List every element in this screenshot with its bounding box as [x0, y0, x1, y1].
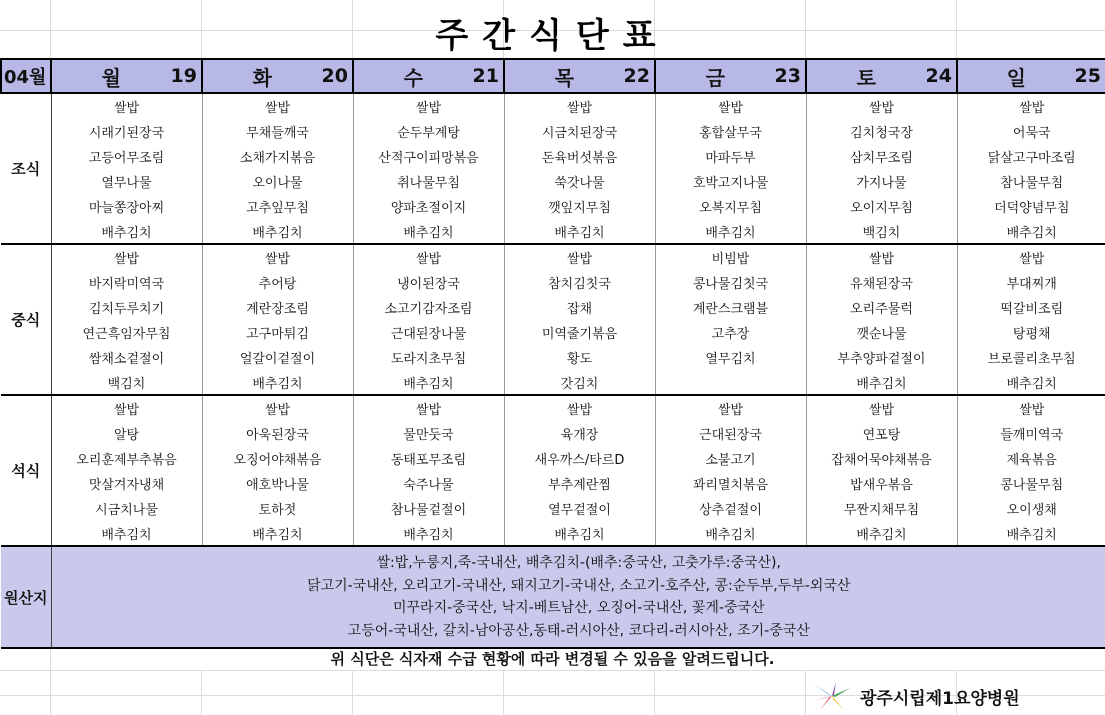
day-name: 금	[705, 65, 725, 90]
menu-item: 쌀밥	[353, 395, 504, 421]
day-date: 22	[623, 65, 650, 87]
menu-item: 알탕	[51, 421, 202, 446]
menu-item: 추어탕	[202, 270, 353, 295]
menu-row	[1, 370, 1105, 395]
menu-item: 무채들깨국	[202, 119, 353, 144]
menu-item: 바지락미역국	[51, 270, 202, 295]
menu-item: 부대찌개	[1006, 277, 1057, 292]
menu-item: 배추김치	[353, 521, 504, 546]
menu-item: 꽈리멸치볶음	[655, 471, 806, 496]
menu-item: 쌀밥	[1019, 101, 1045, 116]
menu-item: 쌀밥	[655, 395, 806, 421]
menu-row	[1, 345, 1105, 370]
origin-line: 닭고기-국내산, 오리고기-국내산, 돼지고기-국내산, 소고기-호주산, 콩:순두부,두부-외국산	[307, 577, 851, 594]
menu-row	[1, 395, 1105, 421]
menu-item: 배추김치	[957, 370, 1105, 395]
menu-item: 근대된장나물	[353, 320, 504, 345]
menu-item: 쌀밥	[51, 395, 202, 421]
menu-item: 쌀밥	[202, 244, 353, 270]
menu-row	[1, 194, 1105, 219]
menu-item: 쌀밥	[806, 244, 957, 270]
menu-item: 제육볶음	[1006, 453, 1057, 468]
day-header	[957, 59, 1105, 93]
menu-item: 쌀밥	[504, 93, 655, 119]
menu-item: 김치두루치기	[51, 295, 202, 320]
month-label: 04월	[1, 59, 51, 93]
menu-row	[1, 119, 1105, 144]
menu-item: 부추계란찜	[504, 471, 655, 496]
change-notice: 위 식단은 식자재 수급 현황에 따라 변경될 수 있음을 알려드립니다.	[330, 650, 775, 668]
page-title: 주간식단표	[435, 16, 670, 56]
menu-item: 오이나물	[202, 169, 353, 194]
day-date: 20	[321, 65, 348, 87]
menu-item: 배추김치	[51, 521, 202, 546]
menu-item: 오징어야채볶음	[202, 446, 353, 471]
menu-item: 떡갈비조림	[1000, 302, 1064, 317]
menu-row	[1, 169, 1105, 194]
menu-row	[1, 295, 1105, 320]
menu-item: 애호박나물	[202, 471, 353, 496]
day-name: 월	[101, 65, 121, 90]
menu-item: 김치청국장	[806, 119, 957, 144]
meal-label: 조식	[1, 93, 51, 244]
origin-line: 쌀:밥,누룽지,죽-국내산, 배추김치-(배추:중국산, 고춧가루:중국산),	[376, 555, 781, 571]
day-date: 21	[472, 65, 499, 87]
menu-item: 오이생채	[1006, 503, 1057, 518]
menu-item: 쌀밥	[1019, 403, 1045, 418]
day-date: 19	[170, 65, 197, 87]
menu-item: 물만둣국	[353, 421, 504, 446]
origin-info	[51, 546, 1105, 648]
menu-item: 쌀밥	[353, 244, 504, 270]
menu-item: 계란스크램블	[655, 295, 806, 320]
menu-item: 닭살고구마조림	[987, 151, 1076, 166]
menu-item: 콩나물무침	[1000, 478, 1064, 493]
menu-item: 오리주물럭	[806, 295, 957, 320]
menu-item: 배추김치	[806, 370, 957, 395]
menu-item: 상추겉절이	[655, 496, 806, 521]
menu-item: 백김치	[51, 370, 202, 395]
menu-item: 참나물무침	[1000, 176, 1064, 191]
menu-item: 쌀밥	[504, 244, 655, 270]
menu-item: 백김치	[806, 219, 957, 244]
day-header	[51, 59, 202, 93]
menu-item: 쌀밥	[353, 93, 504, 119]
menu-row	[1, 446, 1105, 471]
menu-item: 소불고기	[655, 446, 806, 471]
menu-item: 쌀밥	[51, 244, 202, 270]
menu-item: 배추김치	[957, 521, 1105, 546]
menu-item: 냉이된장국	[353, 270, 504, 295]
menu-row	[1, 471, 1105, 496]
day-header	[353, 59, 504, 93]
menu-item: 열무나물	[51, 169, 202, 194]
menu-item: 황도	[504, 345, 655, 370]
menu-item: 계란장조림	[202, 295, 353, 320]
menu-item: 호박고지나물	[655, 169, 806, 194]
menu-item: 배추김치	[202, 370, 353, 395]
menu-item: 배추김치	[655, 521, 806, 546]
menu-item: 들깨미역국	[1000, 428, 1064, 443]
day-name: 화	[252, 65, 272, 90]
menu-item: 밥새우볶음	[806, 471, 957, 496]
day-name: 목	[554, 65, 574, 90]
menu-item: 고등어무조림	[51, 144, 202, 169]
origin-label: 원산지	[1, 546, 51, 648]
menu-item: 배추김치	[957, 219, 1105, 244]
menu-item: 쑥갓나물	[504, 169, 655, 194]
menu-row	[1, 421, 1105, 446]
menu-item: 맛살겨자냉채	[51, 471, 202, 496]
day-name: 일	[1006, 65, 1026, 90]
menu-item: 참치김칫국	[504, 270, 655, 295]
menu-item: 배추김치	[202, 219, 353, 244]
menu-item: 쌀밥	[655, 93, 806, 119]
hospital-name: 광주시립제1요양병원	[860, 688, 1020, 709]
menu-item: 쌀밥	[202, 93, 353, 119]
menu-item: 쌈채소겉절이	[51, 345, 202, 370]
menu-item: 도라지초무침	[353, 345, 504, 370]
menu-item: 깻잎지무침	[504, 194, 655, 219]
origin-row	[1, 546, 1105, 648]
day-header	[806, 59, 957, 93]
menu-item: 미역줄기볶음	[504, 320, 655, 345]
menu-item: 얼갈이겉절이	[202, 345, 353, 370]
menu-item: 마파두부	[655, 144, 806, 169]
menu-item: 브로콜리초무침	[987, 352, 1076, 367]
menu-item: 쌀밥	[51, 93, 202, 119]
menu-item: 동태포무조림	[353, 446, 504, 471]
meal-label: 중식	[1, 244, 51, 395]
menu-item: 어묵국	[1012, 126, 1051, 141]
menu-item: 소고기감자조림	[353, 295, 504, 320]
menu-item: 양파초절이지	[353, 194, 504, 219]
menu-item: 오이지무침	[806, 194, 957, 219]
menu-item: 열무김치	[655, 345, 806, 370]
menu-item: 탕평채	[1012, 327, 1051, 342]
day-header	[655, 59, 806, 93]
menu-item: 고구마튀김	[202, 320, 353, 345]
menu-item: 잡채	[504, 295, 655, 320]
menu-row	[1, 521, 1105, 546]
menu-item: 배추김치	[353, 219, 504, 244]
menu-item: 쌀밥	[1019, 252, 1045, 267]
menu-item: 순두부계탕	[353, 119, 504, 144]
menu-item: 시금치된장국	[504, 119, 655, 144]
origin-line: 미꾸라지-중국산, 낙지-베트남산, 오징어-국내산, 꽃게-중국산	[393, 600, 765, 616]
menu-item: 유채된장국	[806, 270, 957, 295]
menu-item: 아욱된장국	[202, 421, 353, 446]
menu-item: 취나물무침	[353, 169, 504, 194]
menu-item: 돈육버섯볶음	[504, 144, 655, 169]
menu-item: 홍합살무국	[655, 119, 806, 144]
menu-item: 소채가지볶음	[202, 144, 353, 169]
day-date: 25	[1074, 65, 1101, 87]
day-date: 23	[774, 65, 801, 87]
day-name: 수	[403, 65, 423, 90]
weekly-menu-table	[0, 58, 1105, 649]
menu-item: 무짠지채무침	[806, 496, 957, 521]
menu-item: 갓김치	[504, 370, 655, 395]
menu-item: 산적구이피망볶음	[353, 144, 504, 169]
day-header-row	[1, 59, 1105, 93]
meal-label: 석식	[1, 395, 51, 546]
menu-item: 삼치무조림	[806, 144, 957, 169]
day-header	[202, 59, 353, 93]
menu-row	[1, 93, 1105, 119]
menu-row	[1, 144, 1105, 169]
menu-row	[1, 270, 1105, 295]
menu-item: 시금치나물	[51, 496, 202, 521]
day-date: 24	[925, 65, 952, 87]
menu-item: 연근흑임자무침	[51, 320, 202, 345]
menu-item: 열무겉절이	[504, 496, 655, 521]
menu-item: 비빔밥	[655, 244, 806, 270]
menu-item: 쌀밥	[806, 93, 957, 119]
menu-row	[1, 244, 1105, 270]
origin-line: 고등어-국내산, 갈치-남아공산,동태-러시아산, 코다리-러시아산, 조기-중국산	[347, 622, 810, 639]
menu-item: 배추김치	[504, 521, 655, 546]
menu-item: 근대된장국	[655, 421, 806, 446]
menu-item: 쌀밥	[806, 395, 957, 421]
menu-item: 배추김치	[353, 370, 504, 395]
menu-item: 배추김치	[51, 219, 202, 244]
menu-row	[1, 320, 1105, 345]
menu-item: 참나물겉절이	[353, 496, 504, 521]
menu-item: 고추장	[655, 320, 806, 345]
menu-row	[1, 496, 1105, 521]
menu-item: 잡채어묵야채볶음	[806, 446, 957, 471]
menu-item: 쌀밥	[504, 395, 655, 421]
day-header	[504, 59, 655, 93]
menu-item: 배추김치	[504, 219, 655, 244]
menu-item: 배추김치	[655, 219, 806, 244]
menu-item: 배추김치	[202, 521, 353, 546]
menu-item: 더덕양념무침	[994, 201, 1070, 216]
menu-item: 오복지무침	[655, 194, 806, 219]
menu-item: 토하젓	[202, 496, 353, 521]
hospital-logo-icon	[812, 680, 852, 712]
footer	[812, 680, 1020, 712]
menu-item: 부추양파겉절이	[806, 345, 957, 370]
menu-item: 깻순나물	[806, 320, 957, 345]
menu-item: 콩나물김칫국	[655, 270, 806, 295]
day-name: 토	[856, 65, 876, 90]
menu-row	[1, 219, 1105, 244]
menu-item: 고추잎무침	[202, 194, 353, 219]
menu-item: 오리훈제부추볶음	[51, 446, 202, 471]
menu-item: 쌀밥	[202, 395, 353, 421]
menu-item: 새우까스/타르D	[504, 446, 655, 471]
menu-item: 숙주나물	[353, 471, 504, 496]
menu-item	[655, 370, 806, 395]
menu-item: 육개장	[504, 421, 655, 446]
menu-item: 시래기된장국	[51, 119, 202, 144]
menu-item: 배추김치	[806, 521, 957, 546]
menu-item: 가지나물	[806, 169, 957, 194]
menu-item: 연포탕	[806, 421, 957, 446]
menu-item: 마늘쫑장아찌	[51, 194, 202, 219]
